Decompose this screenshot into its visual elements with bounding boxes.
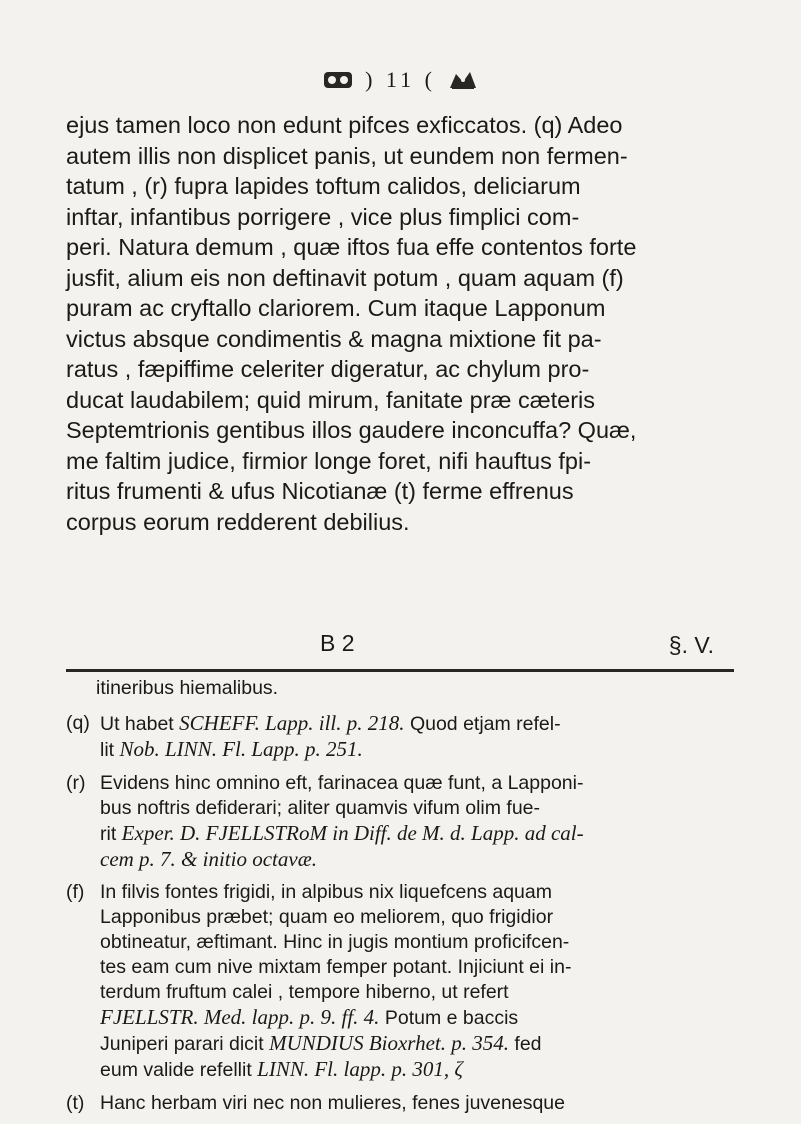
footnote-text: Juniperi parari dicit [100,1033,270,1055]
catchword: §. V. [668,632,714,658]
footnote-marker: (t) [66,1092,85,1114]
footnote-f [66,880,736,1083]
signature-mark: B 2 [320,630,355,656]
footnote-citation: Nob. LINN. Fl. Lapp. p. 251. [119,737,363,761]
footnote-citation: LINN. Fl. lapp. p. 301, ζ [257,1057,463,1081]
body-line: inftar, infantibus porrigere , vice plus fimplici com- [66,203,580,230]
footnotes [66,676,736,1124]
footnote-text: eum valide refellit [100,1059,258,1081]
body-line: Septemtrionis gentibus illos gaudere inconcuffa? Quæ, [66,417,637,443]
footnote-carryover: itineribus hiemalibus. [96,677,279,699]
right-ornament-icon [446,68,480,92]
footnote-citation: cem p. 7. & initio octavæ. [100,847,317,871]
body-line: victus absque condimentis & magna mixtione fit pa- [66,325,602,352]
body-line: jusfit, alium eis non deftinavit potum , quam aquam (f) [66,264,624,291]
body-line: corpus eorum redderent debilius. [66,508,410,535]
footnote-t [66,1091,736,1116]
footnote-r [66,771,736,872]
footnote-text: Ut habet [100,713,180,735]
body-line: peri. Natura demum , quæ iftos fua effe contentos forte [66,234,637,260]
body-line: ritus frumenti & ufus Nicotianæ (t) ferme effrenus [66,478,574,504]
left-ornament-icon [321,68,355,92]
body-line: puram ac cryftallo clariorem. Cum itaque Lapponum [66,295,606,321]
body-line: tatum , (r) fupra lapides toftum calidos, deliciarum [66,173,581,199]
footnote-text: lit [100,739,120,761]
footnote-text: obtineatur, æftimant. Hinc in jugis montium proficifcen- [100,931,570,953]
footnote-marker: (r) [66,772,86,794]
footnote-marker: (q) [66,712,90,734]
footnote-marker: (f) [66,881,85,903]
body-line: autem illis non displicet panis, ut eundem non fermen- [66,142,628,169]
page-header [0,62,801,98]
footnote-citation: Exper. D. FJELLSTRoM in Diff. de M. d. Lapp. ad cal- [121,821,584,845]
body-line: ducat laudabilem; quid mirum, fanitate præ cæteris [66,386,595,413]
body-line: me faltim judice, firmior longe foret, nifi hauftus fpi- [66,447,592,474]
footnote-rule [66,669,734,672]
footnote-text: tes eam cum nive mixtam femper potant. Injiciunt ei in- [100,956,572,978]
footnote-text: Lapponibus præbet; quam eo meliorem, quo frigidior [100,906,554,928]
footnote-q [66,711,736,763]
footnote-text: bus noftris defiderari; aliter quamvis vifum olim fue- [100,797,540,819]
footnote-text: Hanc herbam viri nec non mulieres, fenes juvenesque [100,1092,566,1114]
footnote-text: rit [100,823,122,845]
footnote-citation: SCHEFF. Lapp. ill. p. 218. [179,711,405,735]
body-text [66,110,726,537]
page-marker: ) 11 ( [365,67,436,92]
body-line: ejus tamen loco non edunt pifces exficcatos. (q) Adeo [66,112,623,138]
footnote-citation: FJELLSTR. Med. lapp. p. 9. ff. 4. [100,1005,380,1029]
body-line: ratus , fæpiffime celeriter digeratur, ac chylum pro- [66,356,590,382]
footnote-text: Quod etjam refel- [404,713,561,735]
footnote-text: terdum fruftum calei , tempore hiberno, ut refert [100,981,509,1003]
footnote-text: In filvis fontes frigidi, in alpibus nix liquefcens aquam [100,881,552,903]
footnote-text: Potum e baccis [379,1007,519,1029]
footnote-text: Evidens hinc omnino eft, farinacea quæ funt, a Lapponi- [100,772,584,794]
footnote-text: fed [509,1033,542,1055]
footnote-citation: MUNDIUS Bioxrhet. p. 354. [269,1031,509,1055]
signature-line [66,630,726,660]
